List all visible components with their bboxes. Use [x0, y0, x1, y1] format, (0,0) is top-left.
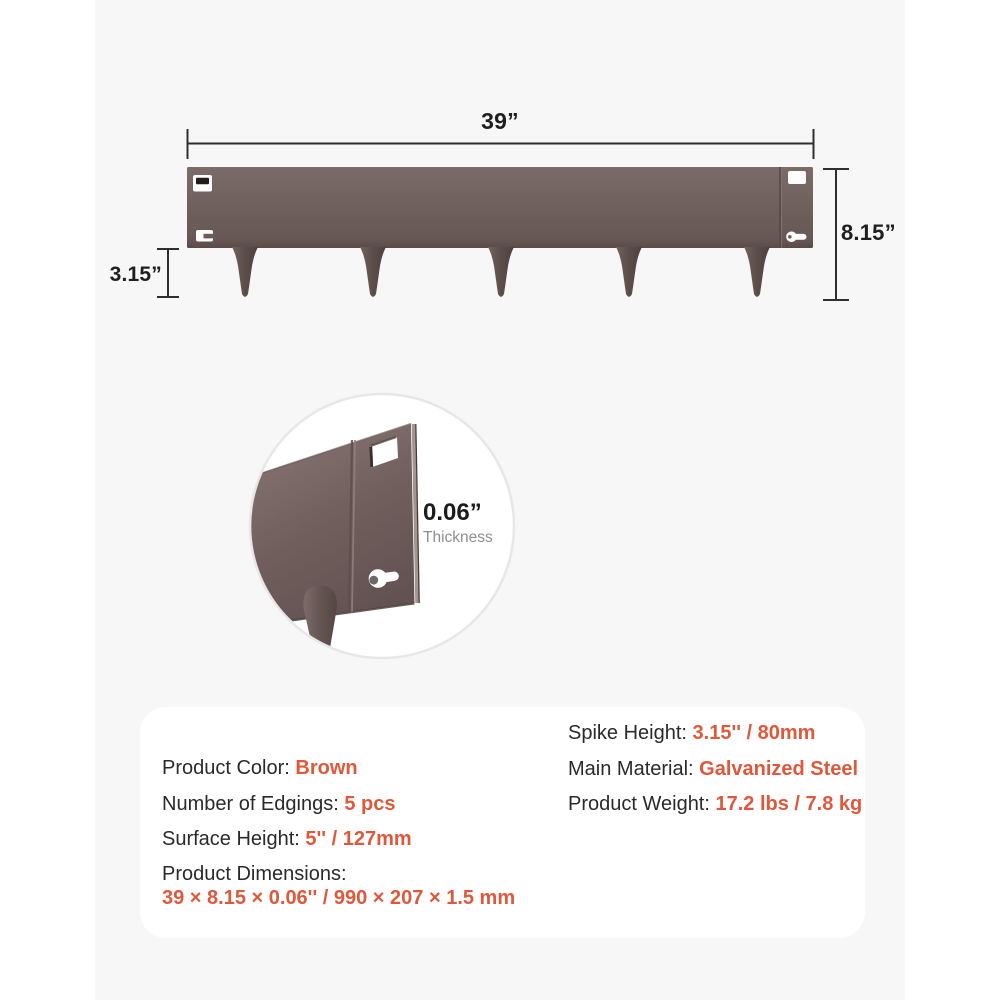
spec-label: Number of Edgings:: [162, 793, 345, 815]
spec-value: 3.15'' / 80mm: [692, 722, 816, 744]
spec-row-product-dimensions: [162, 864, 347, 885]
edging-strip: [187, 167, 813, 297]
spec-row-number-of-edgings: [162, 794, 395, 815]
detail-spike: [303, 586, 337, 667]
spec-row-surface-height: [162, 829, 412, 850]
spec-label: Main Material:: [568, 758, 700, 780]
spec-row-product-color: [162, 758, 358, 779]
spec-label: Surface Height:: [162, 828, 306, 850]
spec-value: 17.2 lbs / 7.8 kg: [715, 793, 863, 815]
spec-value: Galvanized Steel: [699, 758, 859, 780]
spec-value: Brown: [295, 757, 358, 779]
side-slot-icon: [196, 230, 213, 242]
spec-row-spike-height: [568, 723, 815, 744]
spec-label: Product Weight:: [568, 793, 716, 815]
thickness-label: Thickness: [423, 529, 493, 546]
spec-row-product-weight: [568, 794, 862, 815]
spec-label: Product Color:: [162, 757, 296, 779]
spec-row-product-dimensions-value: [162, 888, 515, 909]
thickness-value: 0.06”: [423, 499, 482, 526]
spec-value: 5 pcs: [344, 793, 396, 815]
top-right-slot-icon: [788, 171, 806, 184]
spec-value: 39 × 8.15 × 0.06'' / 990 × 207 × 1.5 mm: [162, 887, 516, 909]
spec-label: Product Dimensions:: [162, 863, 347, 885]
spec-value: 5'' / 127mm: [305, 828, 412, 850]
ground-spikes: [232, 247, 770, 297]
spec-panel: [140, 707, 865, 938]
spec-row-main-material: [568, 759, 858, 780]
spike-height-dimension-label: 3.15”: [109, 263, 162, 286]
height-dimension-label: 8.15”: [841, 220, 896, 245]
spec-label: Spike Height:: [568, 722, 693, 744]
width-dimension-label: 39”: [481, 108, 519, 134]
connector-slot-icon: [193, 175, 212, 192]
